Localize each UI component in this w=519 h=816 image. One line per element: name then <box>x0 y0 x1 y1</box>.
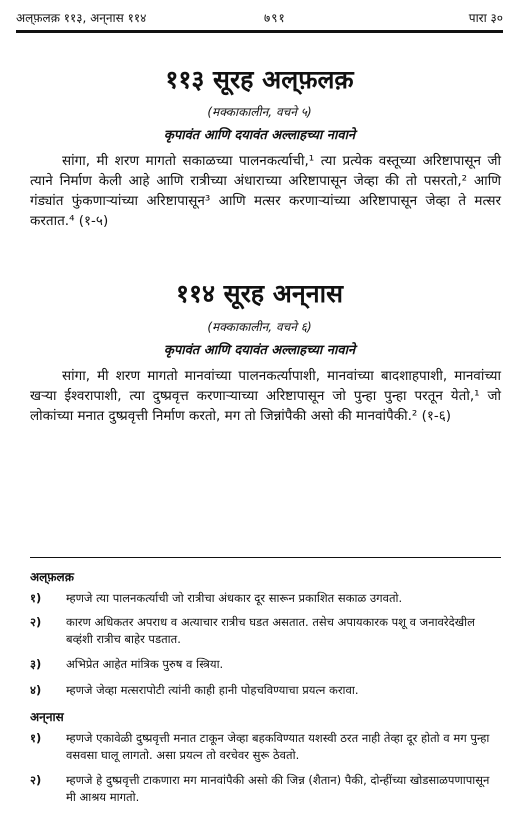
footnote-text: म्हणजे त्या पालनकर्त्याची जो रात्रीचा अंधकार दूर सारून प्रकाशित सकाळ उगवतो. <box>66 591 403 605</box>
footnote-number: १) <box>30 731 42 745</box>
surah-114-meta: (मक्काकालीन, वचने ६) <box>207 320 312 334</box>
surah-113-title: ११३ सूरह अल्‌फ़लक़ <box>165 65 354 94</box>
footnote-number: २) <box>30 615 42 629</box>
surah-114-text: सांगा, मी शरण मागतो मानवांच्या पालनकर्त्यापाशी, मानवांच्या बादशाहपाशी, मानवांच्या खऱ्या ईश्वरापाशी, त्या दुष्प्रवृत्त करणाऱ्याच्या अरिष्टापासून जो पुन्हा पुन्हा परतून येतो,¹ जो लोकांच्या मनात दुष्प्रवृत्ती निर्माण करतो, मग तो जिन्नांपैकी असो की मानवांपैकी.² (१-६) <box>30 368 501 424</box>
footnote-number: ४) <box>30 683 42 697</box>
surah-113-text: सांगा, मी शरण मागतो सकाळच्या पालनकर्त्याची,¹ त्या प्रत्येक वस्तूच्या अरिष्टापासून जी त्याने निर्माण केली आहे आणि रात्रीच्या अंधाराच्या अरिष्टापासून जेव्हा की तो पसरतो,² आणि गंड्यांत फुंकणाऱ्यांच्या अरिष्टापासून³ आणि मत्सर करणाऱ्यांच्या अरिष्टापासून जेव्हा ते मत्सर करतात.⁴ (१-५) <box>30 153 501 229</box>
footnote-number: २) <box>30 773 42 787</box>
footnote-item <box>30 656 501 673</box>
footnote-number: १) <box>30 591 42 605</box>
footnote-heading-nas: अन्‌नास <box>30 710 64 724</box>
header-para: पारा ३० <box>468 11 503 25</box>
surah-114-title: ११४ सूरह अन्‌नास <box>175 279 344 308</box>
running-header <box>16 6 503 26</box>
footnote-item <box>30 772 501 806</box>
footnote-text: कारण अधिकतर अपराध व अत्याचार रात्रीच घडत असतात. तसेच अपायकारक पशू व जनावरेदेखील बव्हंशी रात्रीच बाहेर पडतात. <box>66 615 475 646</box>
footnote-text: अभिप्रेत आहेत मांत्रिक पुरुष व स्त्रिया. <box>66 657 224 671</box>
footnote-item <box>30 590 501 607</box>
footnote-heading-falaq: अल्‌फ़लक़ <box>30 570 74 584</box>
page-number: ७९१ <box>264 11 286 25</box>
footnote-number: ३) <box>30 657 42 671</box>
footnote-item <box>30 614 501 648</box>
footnote-text: म्हणजे एकावेळी दुष्प्रवृत्ती मनात टाकून जेव्हा बहकविण्यात यशस्वी ठरत नाही तेव्हा दूर होतो व मग पुन्हा वसवसा घालू लागतो. असा प्रयत्न तो वरचेवर सुरू ठेवतो. <box>66 731 490 762</box>
footnote-text: म्हणजे हे दुष्प्रवृत्ती टाकणारा मग मानवांपैकी असो की जिन्न (शैतान) पैकी, दोन्हींच्या खोडसाळपणापासून मी आश्रय मागतो. <box>66 773 490 804</box>
footnote-text: म्हणजे जेव्हा मत्सरापोटी त्यांनी काही हानी पोहचविण्याचा प्रयत्न करावा. <box>66 683 359 697</box>
surah-113-meta: (मक्काकालीन, वचने ५) <box>207 105 312 119</box>
footnote-item <box>30 682 501 699</box>
surah-113-bismillah: कृपावंत आणि दयावंत अल्लाहच्या नावाने <box>163 128 356 143</box>
footnote-rule <box>30 557 501 558</box>
header-rule <box>16 30 503 33</box>
surah-114-bismillah: कृपावंत आणि दयावंत अल्लाहच्या नावाने <box>163 343 356 358</box>
footnote-item <box>30 730 501 764</box>
header-surah-names: अल्‌फ़लक़ ११३, अन्‌नास ११४ <box>16 11 147 25</box>
